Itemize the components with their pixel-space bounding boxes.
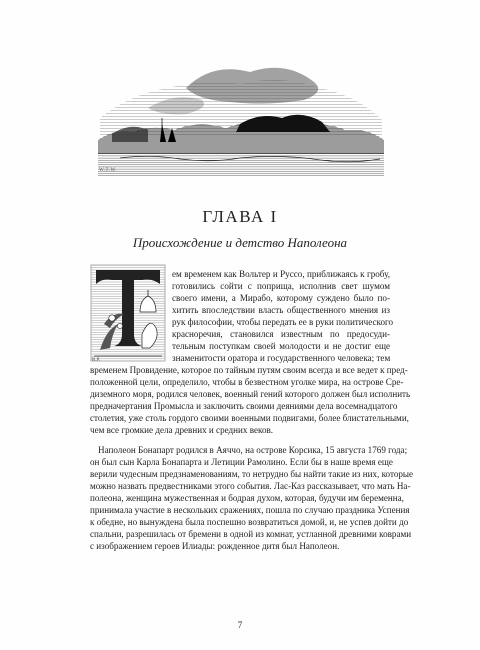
text-line: чем все громкие дела древних и средних веков.: [90, 425, 274, 435]
text-line: диземного моря, родился человек, военный гений которого должен был исполнить: [90, 389, 411, 399]
text-line: принимала участие в нескольких сражениях, пошла по случаю праздника Успения: [90, 505, 410, 515]
text-line: верили чудесным предзнаменованиям, то нетрудно бы найти такие из них, которые: [90, 469, 414, 479]
text-line: рук философии, чтобы передать ее в руки политического: [172, 317, 394, 327]
dropcap-credit: R.P.: [92, 358, 101, 363]
chapter-subtitle: Происхождение и детство Наполеона: [132, 235, 348, 250]
text-line: готовились сойти с поприща, исполнив свет шумом: [172, 281, 390, 291]
text-line: полеона, женщина мужественная и бодрая духом, которая, будучи им беременна,: [90, 493, 404, 503]
text-line: знаменитости оратора и государственного человека; тем: [172, 353, 391, 363]
text-line: красноречия, становился известным по предосуди-: [172, 329, 390, 339]
text-line: предначертания Промысла и заключить своими деяниями дела восемнадцатого: [90, 401, 398, 411]
text-line: можно назвать предвестниками этого события. Лас-Каз рассказывает, что мать На-: [90, 481, 411, 491]
header-engraving: [90, 58, 390, 180]
chapter-title: ГЛАВА I: [202, 207, 278, 226]
text-line: он был сын Карла Бонапарта и Летиции Рамолино. Если бы в наше время еще: [90, 457, 393, 467]
text-line: временем Провидение, которое по тайным путям своим всегда и все ведет к пред-: [90, 365, 408, 375]
text-line: ем временем как Вольтер и Руссо, приближаясь к гробу,: [172, 269, 390, 279]
text-line: к обедне, но вынуждена была поспешно возвратиться домой, и, не успев дойти до: [90, 517, 409, 527]
text-line: с изображением героев Илиады: рожденное дитя был Наполеон.: [90, 541, 340, 551]
text-line: хитить впоследствии власть общественного мнения из: [172, 305, 390, 315]
page-number: 7: [237, 620, 243, 630]
text-line: положенной цели, определило, чтобы в безвестном уголке мира, на острове Сре-: [90, 377, 404, 387]
text-line: столетия, уже столь гордого своими военными подвигами, более блистательными,: [90, 413, 409, 423]
engraving-credit: W.T.W.: [99, 168, 117, 173]
text-line: тельным поступкам своей молодости и не достиг еще: [172, 341, 390, 351]
text-line: спальни, разрешилась от бремени в одной из комнат, устланной древними коврами: [90, 529, 412, 539]
text-line: Наполеон Бонапарт родился в Аяччо, на острове Корсика, 15 августа 1769 года;: [98, 445, 408, 455]
dropcap-illustration: [90, 264, 166, 368]
text-line: своего имени, а Мирабо, которому суждено было по-: [172, 293, 390, 303]
